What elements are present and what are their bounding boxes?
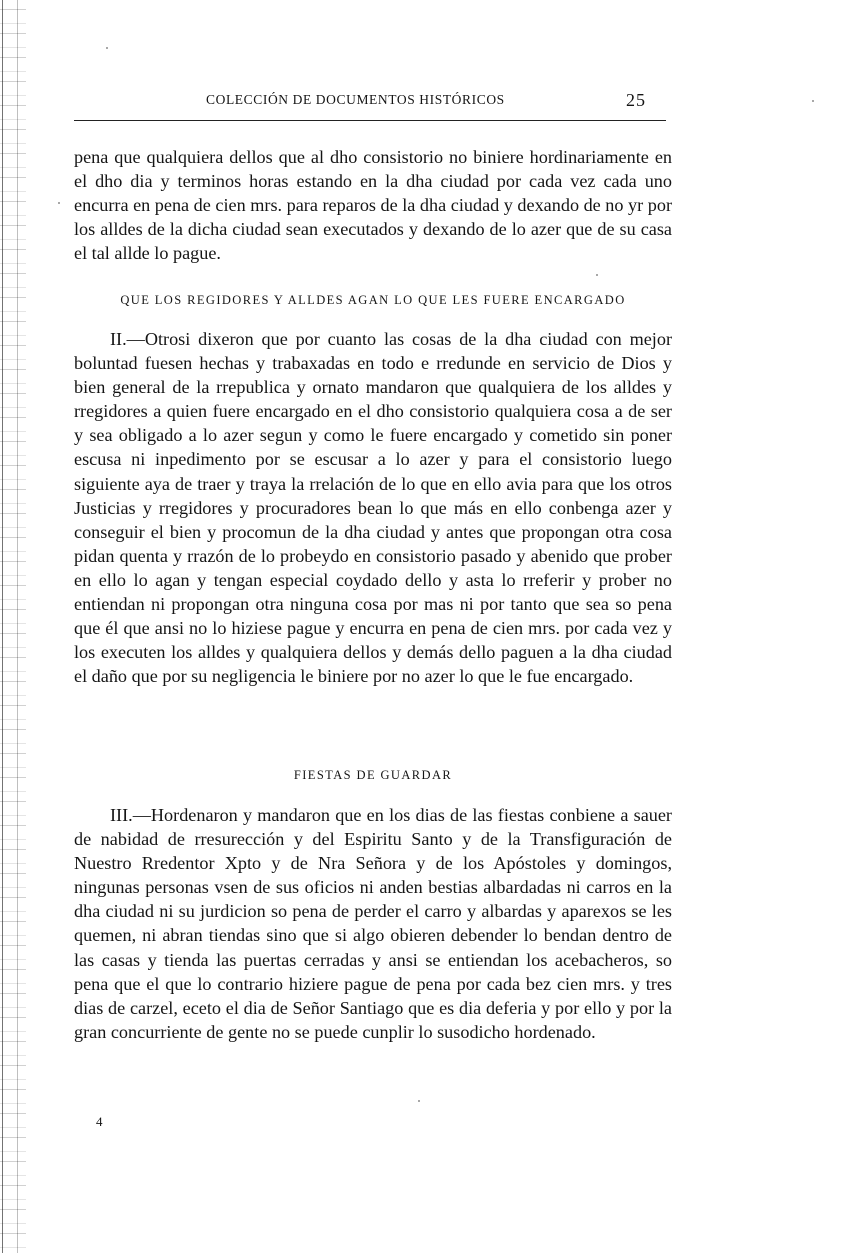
section-heading-fiestas: FIESTAS DE GUARDAR <box>293 768 453 782</box>
scan-speck <box>596 274 598 276</box>
scan-speck <box>812 100 814 102</box>
paragraph-3-text: III.—Hordenaron y mandaron que en los dias de las fiestas conbiene a sauer de nabidad de rresurección y del Espiritu Santo y de la Transfiguración de Nuestro Rredentor Xpto y de Nra Señora y de los Apóstoles y domingos, ningunas personas vsen de sus oficios ni anden bestias albardadas ni carros en la dha ciudad ni su jurdicion so pena de perder el carro y albardas y aparexos se les quemen, ni abran tiendas sino que si algo obieren debender lo bendan dentro de las casas y tienda las puertas cerradas y ansi se entiendan los acebacheros, so pena que el que lo contrario hiziere pague de pena por cada bez cien mrs. y tres dias de carzel, eceto el dia de Señor Santiago que es dia deferia y por ello y por la gran concurriente de gente no se puede cunplir lo susodicho hordenado. <box>74 805 672 1042</box>
paragraph-section-iii <box>74 803 672 1044</box>
section-heading-regidores: QUE LOS REGIDORES Y ALLDES AGAN LO QUE LES FUERE ENCARGADO <box>120 293 626 307</box>
paragraph-2-text: II.—Otrosi dixeron que por cuanto las cosas de la dha ciudad con mejor boluntad fuesen hechas y trabaxadas en todo e rredunde en servicio de Dios y bien general de la rrepublica y ornato mandaron que qualquiera de los alldes y rregidores a quien fuere encargado en el dho consistorio qualquiera cosa a de ser y sea obligado a lo azer segun y como le fuere encargado y cometido sin poner escusa ni inpedimento por se escusar a lo azer y para el consistorio luego siguiente aya de traer y traya la rrelación de lo que en ello avia para que los otros Justicias y rregidores y procuradores bean lo que más en ello conbenga azer y conseguir el bien y procomun de la dha ciudad y antes que propongan otra cosa pidan quenta y rrazón de lo probeydo en consistorio pasado y abenido que prober en ello lo agan y tengan especial coydado dello y asta lo rreferir y prober no entiendan ni propongan otra ninguna cosa por mas ni por tanto que sea so pena que él que ansi no lo hiziese pague y encurra en pena de cien mrs. por cada vez y los executen los alldes y qualquiera dellos y demás dello paguen a la dha ciudad el daño que por su negligencia le biniere por no azer lo que le fue encargado. <box>74 329 672 687</box>
scan-speck <box>106 47 108 49</box>
running-title: COLECCIÓN DE DOCUMENTOS HISTÓRICOS <box>206 92 505 107</box>
page-number: 25 <box>626 90 646 110</box>
scan-edge-artifact <box>0 0 26 1253</box>
header-rule <box>74 120 666 121</box>
paragraph-continuation <box>74 145 672 265</box>
scan-speck <box>418 1100 420 1102</box>
paragraph-1-text: pena que qualquiera dellos que al dho consistorio no biniere hordinariamente en el dho dia y terminos horas estando en la dha ciudad por cada vez cada uno encurra en pena de cien mrs. para reparos de la dha ciudad y dexando de no yr por los alldes de la dicha ciudad sean executados y dexando de lo azer que de su casa el tal allde lo pague. <box>74 147 672 264</box>
paragraph-section-ii <box>74 327 672 688</box>
signature-mark: 4 <box>96 1114 103 1129</box>
scan-speck <box>58 202 60 204</box>
page-header <box>74 90 666 116</box>
